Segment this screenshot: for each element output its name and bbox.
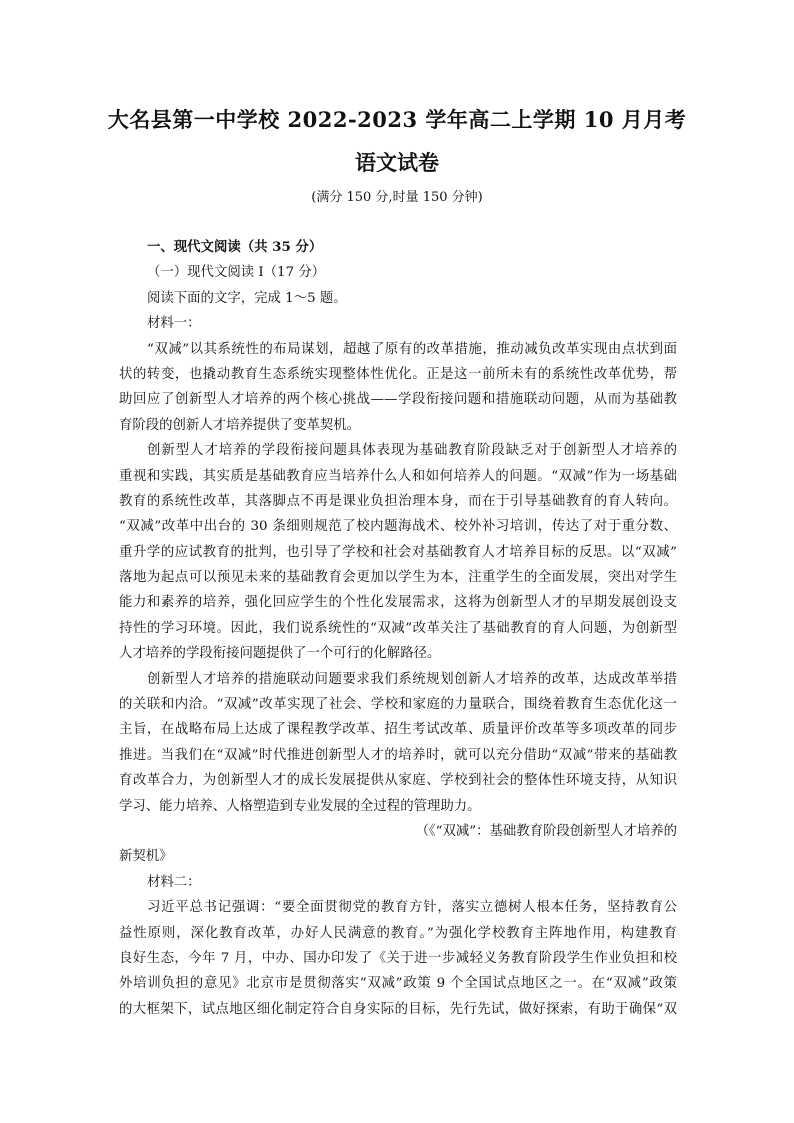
passage-line: 状的转变，也撬动教育生态系统实现整体性优化。正是这一前所未有的系统性改革优势，帮 [119,366,677,382]
passage-line: （《“双减”：基础教育阶段创新型人才培养的 [415,823,677,839]
passage-line: 人才培养的学段衔接问题提供了一个可行的化解路径。 [119,646,441,662]
passage-line: 外培训负担的意见》北京市是贯彻落实“双减”政策 9 个全国试点地区之一。在“双减”政策 [119,976,677,992]
passage-line: “双减”改革中出台的 30 条细则规范了校内题海战术、校外补习培训，传达了对于重分数、 [119,519,677,535]
passage-line: 重视和实践，其实质是基础教育应当培养什么人和如何培养人的问题。“双减”作为一场基础 [119,468,677,484]
passage-line: 持性的学习环境。因此，我们说系统性的“双减”改革关注了基础教育的育人问题，为创新型 [119,620,677,636]
passage-line: 落地为起点可以预见未来的基础教育会更加以学生为本，注重学生的全面发展，突出对学生 [119,570,677,586]
passage-line: 助回应了创新型人才培养的两个核心挑战——学段衔接问题和措施联动问题，从而为基础教 [119,392,677,408]
score-time-note: (满分 150 分,时量 150 分钟) [311,190,483,205]
passage-line: 主旨，在战略布局上达成了课程教学改革、招生考试改革、质量评价改革等多项改革的同步 [119,722,677,738]
passage-line: 创新型人才培养的措施联动问题要求我们系统规划创新人才培养的改革，达成改革举措 [147,671,677,687]
passage-line: 的关联和内洽。“双减”改革实现了社会、学校和家庭的力量联合，围绕着教育生态优化这一 [119,697,677,713]
passage-line: 阅读下面的文字，完成 1～5 题。 [147,290,347,306]
passage-line: 育阶段的创新人才培养提供了变革契机。 [119,417,361,433]
passage-line: （一）现代文阅读 I（17 分） [147,265,326,281]
passage-line: 育改革合力，为创新型人才的成长发展提供从家庭、学校到社会的整体性环境支持，从知识 [119,773,677,789]
passage-line: 良好生态，今年 7 月，中办、国办印发了《关于进一步减轻义务教育阶段学生作业负担和校 [119,950,677,966]
passage-line: 推进。当我们在“双减”时代推进创新型人才的培养时，就可以充分借助“双减”带来的基础教 [119,747,677,763]
passage-line: 益性原则，深化教育改革，办好人民满意的教育。”为强化学校教育主阵地作用，构建教育 [119,925,677,941]
passage-line: 重升学的应试教育的批判，也引导了学校和社会对基础教育人才培养目标的反思。以“双减” [119,544,677,560]
exam-title: 大名县第一中学校 2022-2023 学年高二上学期 10 月月考 [107,107,687,132]
passage-line: 学习、能力培养、人格塑造到专业发展的全过程的管理助力。 [119,798,481,814]
passage-line: “双减”以其系统性的布局谋划，超越了原有的改革措施，推动减负改革实现由点状到面 [147,341,677,357]
passage-line: 新契机》 [119,849,173,865]
passage-line: 的大框架下，试点地区细化制定符合自身实际的目标，先行先试，做好探索，有助于确保“双 [119,1001,677,1017]
passage-line: 习近平总书记强调：“要全面贯彻党的教育方针，落实立德树人根本任务，坚持教育公 [147,900,677,916]
passage-line: 能力和素养的培养，强化回应学生的个性化发展需求，这将为创新型人才的早期发展创设支 [119,595,677,611]
exam-subtitle: 语文试卷 [355,150,439,175]
passage-line: 一、现代文阅读（共 35 分） [147,239,323,255]
passage-line: 材料一： [147,316,201,332]
reading-passage [119,235,677,1022]
passage-line: 教育的系统性改革，其落脚点不再是课业负担治理本身，而在于引导基础教育的育人转向。 [119,493,677,509]
passage-line: 创新型人才培养的学段衔接问题具体表现为基础教育阶段缺乏对于创新型人才培养的 [147,443,677,459]
passage-line: 材料二： [147,874,201,890]
